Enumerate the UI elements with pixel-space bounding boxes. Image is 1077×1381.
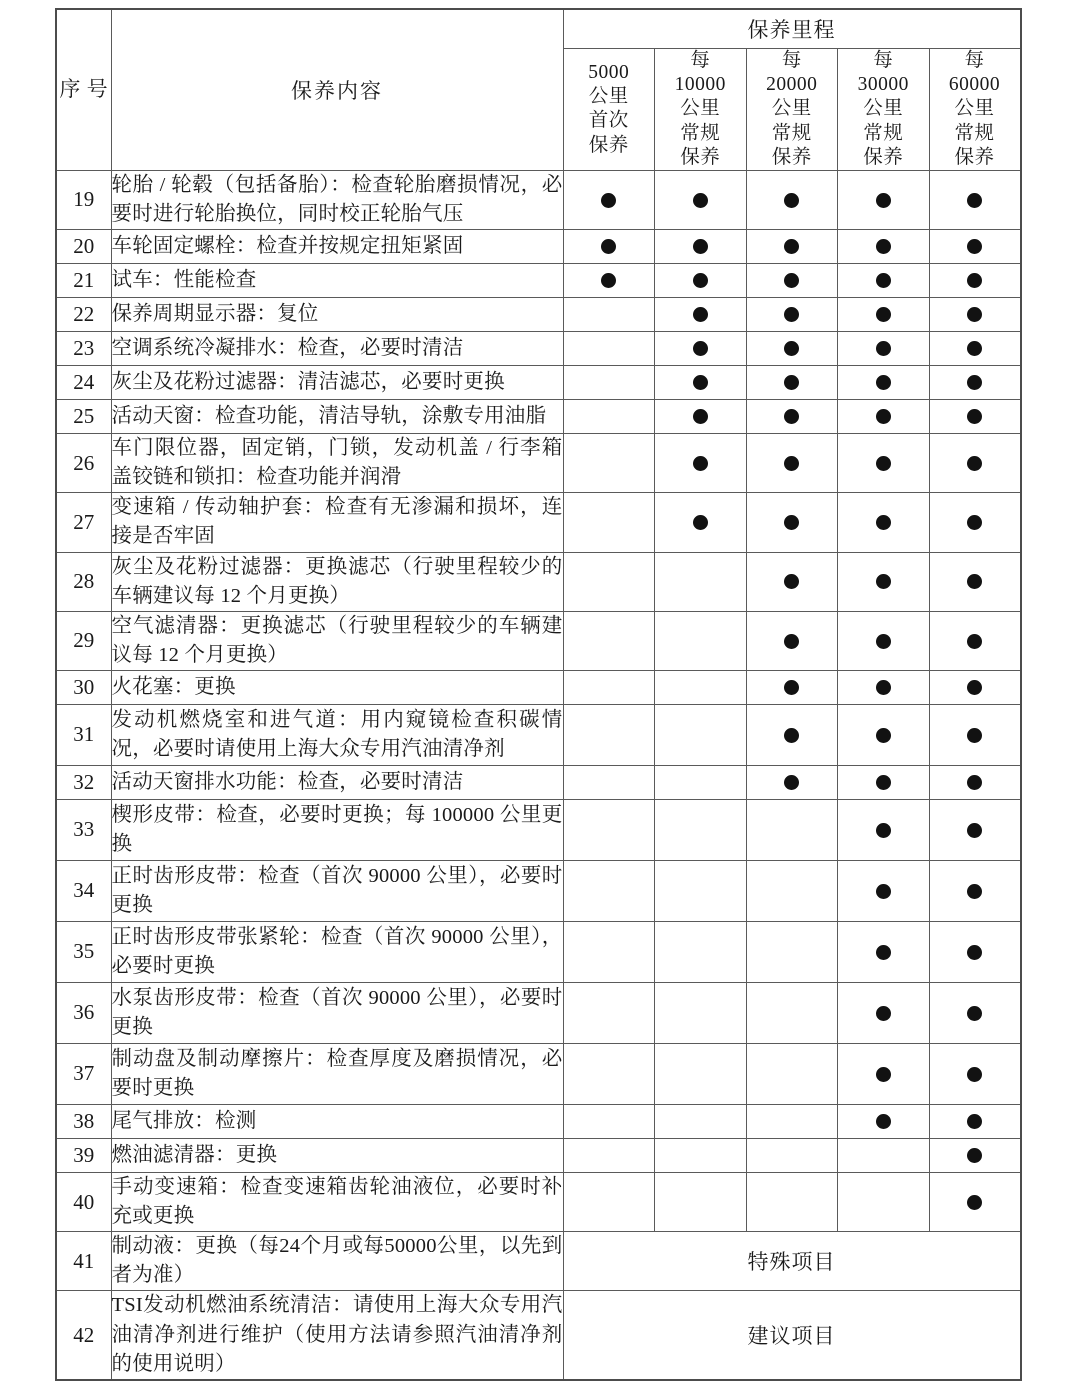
row-description: 灰尘及花粉过滤器：更换滤芯（行驶里程较少的车辆建议每 12 个月更换）	[111, 552, 563, 611]
row-description: 空调系统冷凝排水：检查，必要时清洁	[111, 332, 563, 366]
row-number: 28	[56, 552, 111, 611]
filled-dot-icon	[967, 1114, 982, 1129]
table-body	[56, 170, 1021, 1379]
header-col-km10000-line-5: 保养	[680, 146, 721, 168]
header-col-km20000-line-3: 公里	[771, 98, 812, 120]
filled-dot-icon	[693, 239, 708, 254]
header-col-km5000-line-2: 公里	[588, 86, 629, 108]
cell-km10000	[655, 230, 747, 264]
cell-km20000	[746, 611, 838, 670]
header-col-km60000-line-1: 每	[964, 50, 985, 71]
cell-km20000	[746, 1138, 838, 1172]
filled-dot-icon	[967, 409, 982, 424]
cell-km10000	[655, 493, 747, 552]
header-col-km5000-line-4: 保养	[588, 134, 629, 156]
filled-dot-icon	[876, 273, 891, 288]
filled-dot-icon	[784, 273, 799, 288]
filled-dot-icon	[967, 574, 982, 589]
cell-km20000	[746, 799, 838, 860]
filled-dot-icon	[693, 193, 708, 208]
table-row	[56, 1232, 1021, 1291]
cell-km5000	[563, 400, 655, 434]
cell-km20000	[746, 230, 838, 264]
table-row	[56, 1291, 1021, 1380]
cell-km20000	[746, 493, 838, 552]
row-number: 25	[56, 400, 111, 434]
cell-km60000	[929, 799, 1021, 860]
cell-km5000	[563, 1043, 655, 1104]
table-row	[56, 170, 1021, 229]
row-description: 轮胎 / 轮毂（包括备胎）：检查轮胎磨损情况，必要时进行轮胎换位，同时校正轮胎气压	[111, 170, 563, 229]
filled-dot-icon	[876, 775, 891, 790]
header-mileage-group: 保养里程	[563, 9, 1021, 49]
row-number: 31	[56, 704, 111, 765]
filled-dot-icon	[967, 634, 982, 649]
header-seq-line-2: 号	[86, 77, 109, 102]
header-col-km10000-line-1: 每	[690, 50, 711, 71]
cell-km30000	[838, 1043, 930, 1104]
header-col-km20000-line-5: 保养	[771, 146, 812, 168]
row-description: 楔形皮带：检查，必要时更换；每 100000 公里更换	[111, 799, 563, 860]
header-col-km10000-line-3: 公里	[680, 98, 721, 120]
filled-dot-icon	[967, 239, 982, 254]
table-row	[56, 366, 1021, 400]
cell-km30000	[838, 1172, 930, 1231]
filled-dot-icon	[601, 273, 616, 288]
filled-dot-icon	[876, 515, 891, 530]
cell-km5000	[563, 366, 655, 400]
header-col-km30000-line-1: 每	[873, 50, 894, 71]
header-seq	[56, 9, 111, 170]
cell-km5000	[563, 1172, 655, 1231]
row-special-note: 建议项目	[563, 1291, 1021, 1380]
filled-dot-icon	[693, 307, 708, 322]
header-col-km20000-line-1: 每	[781, 50, 802, 71]
filled-dot-icon	[876, 456, 891, 471]
filled-dot-icon	[693, 273, 708, 288]
filled-dot-icon	[784, 307, 799, 322]
header-content: 保养内容	[111, 9, 563, 170]
row-number: 33	[56, 799, 111, 860]
table-row	[56, 982, 1021, 1043]
filled-dot-icon	[784, 634, 799, 649]
row-number: 24	[56, 366, 111, 400]
cell-km30000	[838, 400, 930, 434]
filled-dot-icon	[876, 193, 891, 208]
cell-km60000	[929, 704, 1021, 765]
filled-dot-icon	[967, 823, 982, 838]
row-description: 尾气排放：检测	[111, 1104, 563, 1138]
cell-km20000	[746, 170, 838, 229]
filled-dot-icon	[876, 375, 891, 390]
header-col-km10000	[655, 49, 747, 171]
cell-km20000	[746, 552, 838, 611]
cell-km5000	[563, 860, 655, 921]
cell-km30000	[838, 264, 930, 298]
cell-km5000	[563, 704, 655, 765]
row-number: 29	[56, 611, 111, 670]
cell-km5000	[563, 765, 655, 799]
table-row	[56, 799, 1021, 860]
cell-km10000	[655, 799, 747, 860]
cell-km10000	[655, 1104, 747, 1138]
header-col-km5000-line-1: 5000	[588, 62, 630, 84]
table-row	[56, 400, 1021, 434]
cell-km5000	[563, 1138, 655, 1172]
cell-km5000	[563, 298, 655, 332]
cell-km10000	[655, 332, 747, 366]
table-row	[56, 552, 1021, 611]
table-row	[56, 332, 1021, 366]
filled-dot-icon	[693, 515, 708, 530]
row-description: 水泵齿形皮带：检查（首次 90000 公里），必要时更换	[111, 982, 563, 1043]
row-description: 灰尘及花粉过滤器：清洁滤芯，必要时更换	[111, 366, 563, 400]
cell-km5000	[563, 982, 655, 1043]
row-description: 正时齿形皮带张紧轮：检查（首次 90000 公里），必要时更换	[111, 921, 563, 982]
cell-km30000	[838, 434, 930, 493]
cell-km10000	[655, 611, 747, 670]
table-row	[56, 493, 1021, 552]
filled-dot-icon	[784, 409, 799, 424]
cell-km30000	[838, 765, 930, 799]
filled-dot-icon	[876, 574, 891, 589]
cell-km5000	[563, 921, 655, 982]
row-description: 空气滤清器：更换滤芯（行驶里程较少的车辆建议每 12 个月更换）	[111, 611, 563, 670]
row-number: 36	[56, 982, 111, 1043]
cell-km5000	[563, 799, 655, 860]
table-row	[56, 611, 1021, 670]
cell-km5000	[563, 332, 655, 366]
cell-km30000	[838, 552, 930, 611]
filled-dot-icon	[784, 239, 799, 254]
cell-km60000	[929, 1043, 1021, 1104]
table-row	[56, 434, 1021, 493]
cell-km20000	[746, 982, 838, 1043]
row-description: 制动液：更换（每24个月或每50000公里，以先到者为准）	[111, 1232, 563, 1291]
cell-km30000	[838, 799, 930, 860]
header-col-km10000-line-2: 10000	[674, 74, 726, 96]
row-number: 39	[56, 1138, 111, 1172]
filled-dot-icon	[784, 375, 799, 390]
cell-km5000	[563, 170, 655, 229]
filled-dot-icon	[876, 884, 891, 899]
row-special-note: 特殊项目	[563, 1232, 1021, 1291]
filled-dot-icon	[967, 884, 982, 899]
table-row	[56, 860, 1021, 921]
cell-km30000	[838, 670, 930, 704]
cell-km20000	[746, 765, 838, 799]
cell-km60000	[929, 611, 1021, 670]
row-number: 38	[56, 1104, 111, 1138]
header-col-km30000-line-3: 公里	[863, 98, 904, 120]
filled-dot-icon	[601, 193, 616, 208]
row-number: 32	[56, 765, 111, 799]
filled-dot-icon	[967, 273, 982, 288]
cell-km10000	[655, 1138, 747, 1172]
filled-dot-icon	[967, 1195, 982, 1210]
filled-dot-icon	[967, 1067, 982, 1082]
cell-km10000	[655, 366, 747, 400]
cell-km10000	[655, 1172, 747, 1231]
filled-dot-icon	[784, 680, 799, 695]
cell-km30000	[838, 1138, 930, 1172]
header-col-km60000-line-4: 常规	[954, 122, 995, 144]
row-description: 车门限位器，固定销，门锁，发动机盖 / 行李箱盖铰链和锁扣：检查功能并润滑	[111, 434, 563, 493]
filled-dot-icon	[876, 945, 891, 960]
filled-dot-icon	[784, 574, 799, 589]
cell-km60000	[929, 670, 1021, 704]
row-number: 27	[56, 493, 111, 552]
cell-km60000	[929, 1172, 1021, 1231]
cell-km30000	[838, 230, 930, 264]
cell-km10000	[655, 264, 747, 298]
header-col-km20000	[746, 49, 838, 171]
table-row	[56, 1043, 1021, 1104]
filled-dot-icon	[967, 775, 982, 790]
filled-dot-icon	[784, 515, 799, 530]
filled-dot-icon	[784, 456, 799, 471]
row-number: 34	[56, 860, 111, 921]
header-col-km20000-line-2: 20000	[766, 74, 818, 96]
cell-km60000	[929, 493, 1021, 552]
row-description: 火花塞：更换	[111, 670, 563, 704]
filled-dot-icon	[693, 409, 708, 424]
cell-km5000	[563, 264, 655, 298]
cell-km20000	[746, 670, 838, 704]
header-seq-line-1: 序	[59, 77, 81, 102]
cell-km30000	[838, 704, 930, 765]
cell-km30000	[838, 493, 930, 552]
cell-km10000	[655, 765, 747, 799]
row-number: 41	[56, 1232, 111, 1291]
cell-km20000	[746, 860, 838, 921]
cell-km5000	[563, 1104, 655, 1138]
cell-km10000	[655, 170, 747, 229]
row-number: 19	[56, 170, 111, 229]
row-description: TSI发动机燃油系统清洁：请使用上海大众专用汽油清净剂进行维护（使用方法请参照汽油清净剂的使用说明）	[111, 1291, 563, 1380]
cell-km5000	[563, 493, 655, 552]
cell-km30000	[838, 860, 930, 921]
cell-km10000	[655, 704, 747, 765]
cell-km30000	[838, 1104, 930, 1138]
filled-dot-icon	[784, 775, 799, 790]
row-description: 活动天窗排水功能：检查，必要时清洁	[111, 765, 563, 799]
table-row	[56, 670, 1021, 704]
table-row	[56, 704, 1021, 765]
cell-km20000	[746, 366, 838, 400]
cell-km30000	[838, 170, 930, 229]
maintenance-schedule-table	[55, 8, 1022, 1381]
filled-dot-icon	[693, 375, 708, 390]
cell-km5000	[563, 670, 655, 704]
cell-km5000	[563, 230, 655, 264]
filled-dot-icon	[693, 341, 708, 356]
row-description: 手动变速箱：检查变速箱齿轮油液位，必要时补充或更换	[111, 1172, 563, 1231]
filled-dot-icon	[876, 1067, 891, 1082]
cell-km60000	[929, 921, 1021, 982]
cell-km10000	[655, 298, 747, 332]
row-description: 燃油滤清器：更换	[111, 1138, 563, 1172]
filled-dot-icon	[876, 1114, 891, 1129]
cell-km10000	[655, 982, 747, 1043]
cell-km20000	[746, 704, 838, 765]
filled-dot-icon	[967, 1148, 982, 1163]
table-header	[56, 9, 1021, 170]
header-col-km60000-line-5: 保养	[954, 146, 995, 168]
row-number: 22	[56, 298, 111, 332]
cell-km20000	[746, 1104, 838, 1138]
table-row	[56, 298, 1021, 332]
cell-km60000	[929, 366, 1021, 400]
header-col-km5000	[563, 49, 655, 171]
row-number: 30	[56, 670, 111, 704]
filled-dot-icon	[967, 680, 982, 695]
cell-km30000	[838, 332, 930, 366]
cell-km10000	[655, 400, 747, 434]
cell-km60000	[929, 400, 1021, 434]
filled-dot-icon	[967, 341, 982, 356]
filled-dot-icon	[876, 634, 891, 649]
filled-dot-icon	[876, 728, 891, 743]
cell-km30000	[838, 921, 930, 982]
cell-km60000	[929, 982, 1021, 1043]
cell-km10000	[655, 1043, 747, 1104]
header-col-km30000-line-4: 常规	[863, 122, 904, 144]
row-description: 发动机燃烧室和进气道：用内窥镜检查积碳情况，必要时请使用上海大众专用汽油清净剂	[111, 704, 563, 765]
filled-dot-icon	[876, 680, 891, 695]
cell-km60000	[929, 1104, 1021, 1138]
cell-km60000	[929, 552, 1021, 611]
cell-km60000	[929, 1138, 1021, 1172]
header-col-km5000-line-3: 首次	[588, 110, 629, 132]
table-row	[56, 1138, 1021, 1172]
filled-dot-icon	[784, 341, 799, 356]
cell-km20000	[746, 264, 838, 298]
filled-dot-icon	[967, 945, 982, 960]
row-description: 正时齿形皮带：检查（首次 90000 公里），必要时更换	[111, 860, 563, 921]
cell-km5000	[563, 552, 655, 611]
row-description: 车轮固定螺栓：检查并按规定扭矩紧固	[111, 230, 563, 264]
cell-km60000	[929, 230, 1021, 264]
filled-dot-icon	[967, 456, 982, 471]
filled-dot-icon	[784, 193, 799, 208]
cell-km10000	[655, 860, 747, 921]
cell-km30000	[838, 298, 930, 332]
cell-km60000	[929, 434, 1021, 493]
header-col-km10000-line-4: 常规	[680, 122, 721, 144]
filled-dot-icon	[601, 239, 616, 254]
cell-km20000	[746, 332, 838, 366]
row-description: 制动盘及制动摩擦片：检查厚度及磨损情况，必要时更换	[111, 1043, 563, 1104]
cell-km10000	[655, 552, 747, 611]
filled-dot-icon	[967, 728, 982, 743]
row-number: 21	[56, 264, 111, 298]
cell-km20000	[746, 1172, 838, 1231]
row-description: 试车：性能检查	[111, 264, 563, 298]
cell-km10000	[655, 434, 747, 493]
cell-km20000	[746, 400, 838, 434]
row-description: 活动天窗：检查功能，清洁导轨，涂敷专用油脂	[111, 400, 563, 434]
filled-dot-icon	[967, 515, 982, 530]
filled-dot-icon	[967, 1006, 982, 1021]
cell-km60000	[929, 860, 1021, 921]
header-col-km30000-line-2: 30000	[857, 74, 909, 96]
row-description: 变速箱 / 传动轴护套：检查有无渗漏和损坏，连接是否牢固	[111, 493, 563, 552]
cell-km60000	[929, 264, 1021, 298]
row-number: 40	[56, 1172, 111, 1231]
cell-km10000	[655, 921, 747, 982]
row-number: 23	[56, 332, 111, 366]
filled-dot-icon	[693, 456, 708, 471]
cell-km10000	[655, 670, 747, 704]
filled-dot-icon	[876, 409, 891, 424]
header-col-km60000-line-2: 60000	[948, 74, 1001, 96]
row-number: 42	[56, 1291, 111, 1380]
row-description: 保养周期显示器：复位	[111, 298, 563, 332]
table-row	[56, 1104, 1021, 1138]
cell-km5000	[563, 611, 655, 670]
cell-km5000	[563, 434, 655, 493]
cell-km60000	[929, 298, 1021, 332]
filled-dot-icon	[876, 1006, 891, 1021]
cell-km60000	[929, 332, 1021, 366]
cell-km20000	[746, 921, 838, 982]
cell-km20000	[746, 434, 838, 493]
filled-dot-icon	[967, 375, 982, 390]
header-col-km30000	[838, 49, 930, 171]
header-col-km60000	[929, 49, 1021, 171]
table-row	[56, 765, 1021, 799]
cell-km30000	[838, 611, 930, 670]
table-row	[56, 1172, 1021, 1231]
row-number: 35	[56, 921, 111, 982]
header-col-km30000-line-5: 保养	[863, 146, 904, 168]
cell-km30000	[838, 982, 930, 1043]
cell-km60000	[929, 765, 1021, 799]
filled-dot-icon	[967, 193, 982, 208]
header-row-group	[56, 9, 1021, 49]
table-row	[56, 264, 1021, 298]
filled-dot-icon	[876, 341, 891, 356]
filled-dot-icon	[876, 823, 891, 838]
table-row	[56, 230, 1021, 264]
row-number: 20	[56, 230, 111, 264]
filled-dot-icon	[876, 307, 891, 322]
cell-km20000	[746, 298, 838, 332]
table-row	[56, 921, 1021, 982]
cell-km60000	[929, 170, 1021, 229]
cell-km30000	[838, 366, 930, 400]
row-number: 26	[56, 434, 111, 493]
filled-dot-icon	[876, 239, 891, 254]
cell-km20000	[746, 1043, 838, 1104]
header-col-km60000-line-3: 公里	[954, 98, 995, 120]
filled-dot-icon	[967, 307, 982, 322]
filled-dot-icon	[784, 728, 799, 743]
header-col-km20000-line-4: 常规	[771, 122, 812, 144]
row-number: 37	[56, 1043, 111, 1104]
